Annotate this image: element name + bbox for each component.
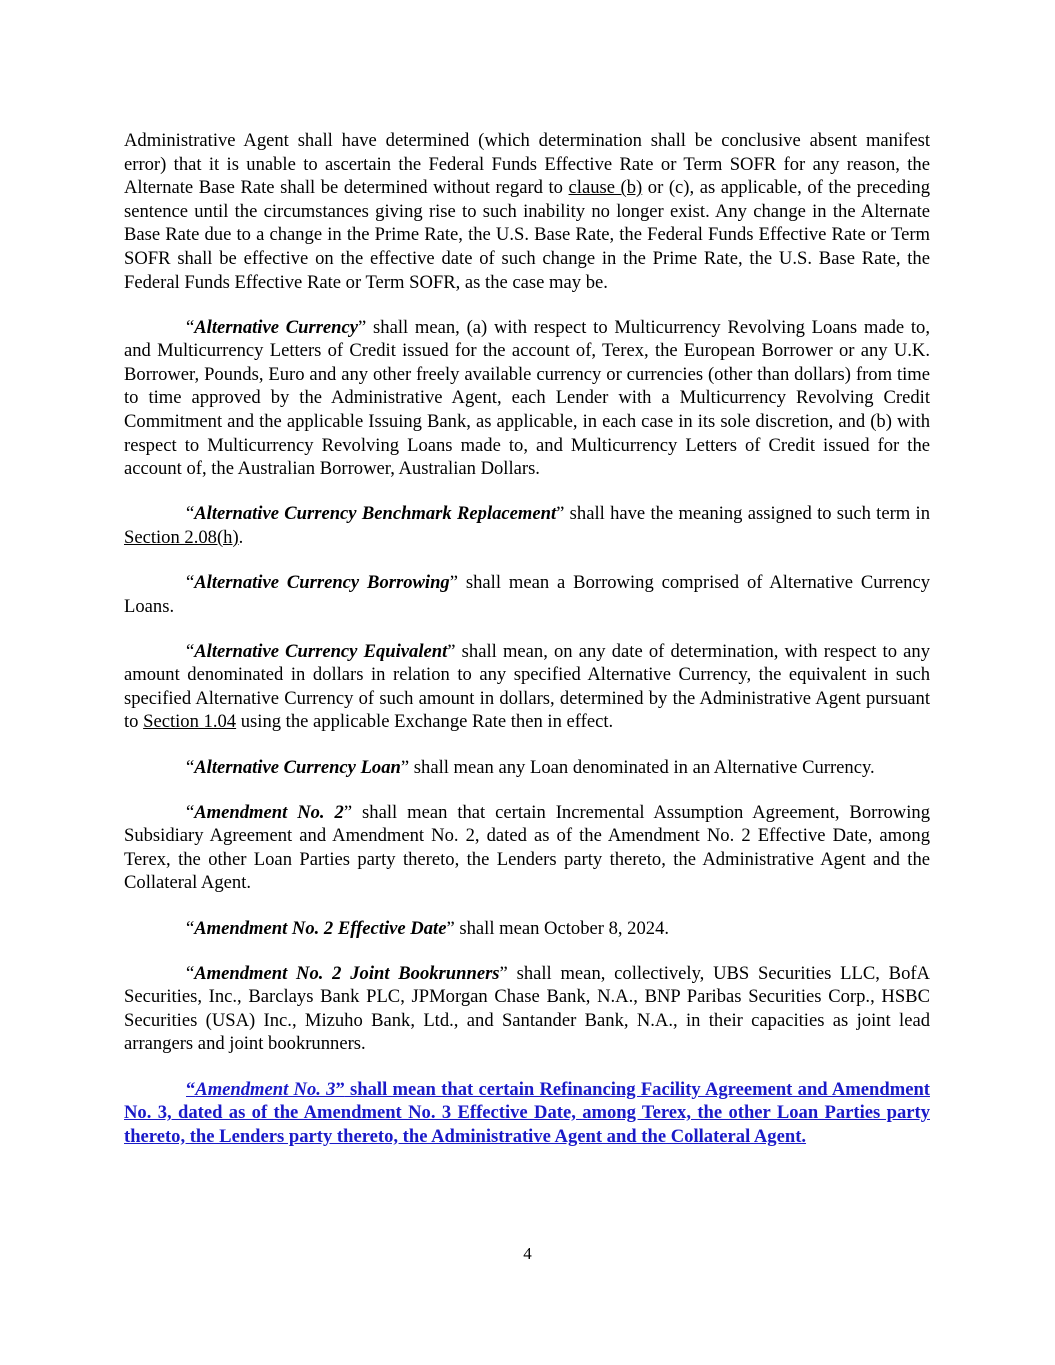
abr-tail: or (c), as applicable, of the preceding sentence until the circumstances giving rise to such inability no longer exist. Any change in the Alternate Base Rate due to a change in the Prime Rate, the U.S. Base Rate, the Federal Funds Effective Rate or Term SOFR shall be effective on the effective date of such change in the Prime Rate, the U.S. Base Rate, the Federal Funds Effective Rate or Term SOFR, as the case may be.	[124, 177, 930, 293]
definition-alternative-currency-loan	[124, 756, 930, 780]
defined-term: Alternative Currency Equivalent	[194, 640, 448, 662]
defined-term: Amendment No. 3	[195, 1078, 336, 1100]
defined-term: Amendment No. 2 Joint Bookrunners	[194, 962, 500, 984]
definition-text: shall mean, on any date of determination, with respect to any amount denominated in dollars in relation to any specified Alternative Currency, the equivalent in such specified Alternative Currency of such amount in dollars, determined by the Administrative Agent pursuant to	[124, 640, 930, 733]
open-quote: “	[186, 640, 195, 662]
definition-tail: using the applicable Exchange Rate then in effect.	[236, 711, 614, 733]
defined-term: Amendment No. 2	[194, 801, 344, 823]
close-quote: ”	[446, 917, 455, 939]
section-2-08-h-reference: Section 2.08(h)	[124, 526, 239, 548]
close-quote: ”	[447, 640, 456, 662]
definition-alternative-currency	[124, 316, 930, 481]
definition-text: shall mean any Loan denominated in an Alternative Currency.	[409, 756, 875, 778]
defined-term: Alternative Currency Benchmark Replacement	[194, 503, 557, 525]
defined-term: Alternative Currency Borrowing	[194, 572, 450, 593]
close-quote: ”	[343, 801, 353, 823]
defined-term: Amendment No. 2 Effective Date	[194, 917, 447, 939]
page-number: 4	[523, 1244, 532, 1263]
close-quote: ”	[449, 572, 458, 593]
definition-text: shall have the meaning assigned to such term in	[564, 503, 930, 525]
definition-text: shall mean October 8, 2024.	[454, 917, 670, 939]
definition-amendment-no-2-joint-bookrunners	[124, 962, 930, 1056]
definition-amendment-no-2	[124, 801, 930, 895]
abr-text: Administrative Agent shall have determined (which determination shall be conclusive absent manifest error) that it is unable to ascertain the Federal Funds Effective Rate or Term SOFR for any reason, the Alternate Base Rate shall be determined without regard to	[124, 130, 930, 199]
definition-text: shall mean, (a) with respect to Multicurrency Revolving Loans made to, and Multicurrency Letters of Credit issued for the account of, Terex, the European Borrower or any U.K. Borrower, Pounds, Euro and any other freely available currency or currencies (other than dollars) from time to time approved by the Administrative Agent, each Lender with a Multicurrency Revolving Credit Commitment and the applicable Issuing Bank, as applicable, in each case in its sole discretion, and (b) with respect to Multicurrency Revolving Loans made to, and Multicurrency Letters of Credit issued for the account of, the Australian Borrower, Australian Dollars.	[124, 316, 930, 480]
open-quote: “	[186, 756, 195, 778]
definition-text: shall mean a Borrowing comprised of Alternative Currency Loans.	[124, 572, 931, 617]
alternate-base-rate-continuation	[124, 129, 930, 294]
open-quote: “	[186, 503, 195, 525]
definition-alternative-currency-borrowing	[124, 571, 930, 618]
defined-term: Alternative Currency Loan	[194, 756, 401, 778]
close-quote: ”	[358, 316, 367, 338]
clause-b-reference: clause (b)	[568, 177, 643, 199]
open-quote: “	[186, 316, 195, 338]
definition-text: shall mean that certain Incremental Assumption Agreement, Borrowing Subsidiary Agreement and Amendment No. 2, dated as of the Amendment No. 2 Effective Date, among Terex, the other Loan Parties party thereto, the Lenders party thereto, the Administrative Agent and the Collateral Agent.	[124, 801, 930, 894]
close-quote: ”	[499, 962, 508, 984]
document-body	[124, 129, 930, 1170]
open-quote: “	[186, 801, 195, 823]
definition-alternative-currency-benchmark-replacement	[124, 502, 930, 549]
definition-text: shall mean, collectively, UBS Securities LLC, BofA Securities, Inc., Barclays Bank PLC, JPMorgan Chase Bank, N.A., BNP Paribas Securities Corp., HSBC Securities (USA) Inc., Mizuho Bank, Ltd., and Santander Bank, N.A., in their capacities as joint lead arrangers and joint bookrunners.	[124, 962, 930, 1055]
close-quote: ”	[335, 1078, 345, 1100]
definition-amendment-no-3-inserted	[124, 1078, 930, 1149]
definition-tail: .	[238, 526, 244, 548]
definition-amendment-no-2-effective-date	[124, 917, 930, 941]
open-quote: “	[186, 572, 195, 593]
definition-alternative-currency-equivalent	[124, 640, 930, 734]
close-quote: ”	[400, 756, 410, 778]
section-1-04-reference: Section 1.04	[143, 711, 237, 733]
open-quote: “	[186, 962, 195, 984]
open-quote: “	[186, 1078, 196, 1100]
defined-term: Alternative Currency	[194, 316, 359, 338]
definition-text: shall mean that certain Refinancing Facility Agreement and Amendment No. 3, dated as of the Amendment No. 3 Effective Date, among Terex, the other Loan Parties party thereto, the Lenders party thereto, the Administrative Agent and the Collateral Agent.	[124, 1078, 930, 1147]
open-quote: “	[186, 917, 195, 939]
close-quote: ”	[556, 503, 565, 525]
